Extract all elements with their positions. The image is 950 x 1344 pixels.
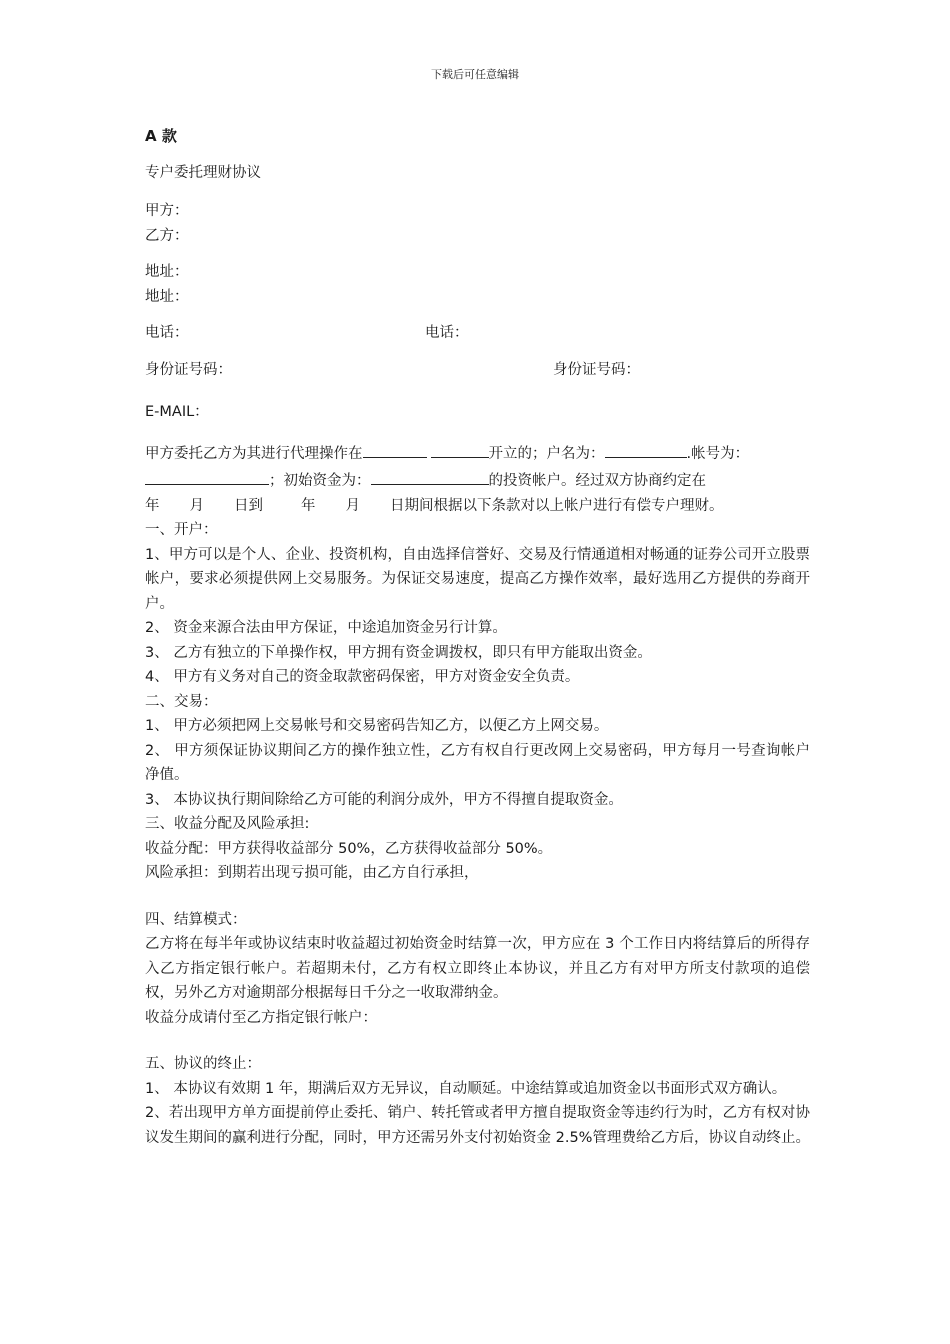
section-1-item-4: 4、 甲方有义务对自己的资金取款密码保密，甲方对资金安全负责。 <box>145 669 580 685</box>
branch-blank <box>431 439 489 458</box>
account-number-blank <box>145 466 269 485</box>
address-b-label: 地址： <box>145 288 189 305</box>
section-1-item-3: 3、 乙方有独立的下单操作权，甲方拥有资金调拨权，即只有甲方能取出资金。 <box>145 644 652 661</box>
address-a-label: 地址： <box>145 264 189 280</box>
section-4-item-2: 收益分成请付至乙方指定银行帐户： <box>145 1009 377 1026</box>
section-4-title: 四、结算模式： <box>145 911 247 928</box>
phone-row <box>145 321 810 346</box>
party-b-label: 乙方： <box>145 227 189 244</box>
agreement-body <box>145 124 810 1150</box>
section-5-item-1: 1、 本协议有效期 1 年，期满后双方无异议，自动顺延。中途结算或追加资金以书面形式双方确认。 <box>145 1080 787 1097</box>
phone-b-label: 电话： <box>425 325 469 341</box>
email-label: E-MAIL： <box>145 404 209 420</box>
section-3-title: 三、收益分配及风险承担: <box>145 816 310 832</box>
variant-label: A 款 <box>145 127 177 145</box>
section-1-item-1: 1、甲方可以是个人、企业、投资机构，自由选择信誉好、交易及行情通道相对畅通的证券公司开立股票帐户，要求必须提供网上交易服务。为保证交易速度，提高乙方操作效率，最好选用乙方提供的券商开户。 <box>145 546 810 612</box>
party-a-label: 甲方： <box>145 203 189 219</box>
download-note: 下载后可任意编辑 <box>431 68 519 81</box>
initial-capital-blank <box>371 466 489 485</box>
id-a-label: 身份证号码： <box>145 361 232 378</box>
section-1-title: 一、开户： <box>145 522 218 538</box>
section-2-item-1: 1、 甲方必须把网上交易帐号和交易密码告知乙方，以便乙方上网交易。 <box>145 718 609 734</box>
id-b-label: 身份证号码： <box>553 361 640 378</box>
account-name-blank <box>605 439 687 458</box>
broker-blank <box>363 439 427 458</box>
section-2-item-2: 2、 甲方须保证协议期间乙方的操作独立性，乙方有权自行更改网上交易密码，甲方每月一号查询帐户净值。 <box>145 742 810 783</box>
section-2-item-3: 3、 本协议执行期间除给乙方可能的利润分成外，甲方不得擅自提取资金。 <box>145 791 623 808</box>
section-5-title: 五、协议的终止： <box>145 1056 261 1072</box>
intro-line-3: 年 月 日到 年 月 日期间根据以下条款对以上帐户进行有偿专户理财。 <box>145 497 724 514</box>
intro-line-1: 甲方委托乙方为其进行代理操作在 开立的；户名为： .帐号为： <box>145 439 810 467</box>
section-2-title: 二、交易： <box>145 693 218 710</box>
section-1-item-2: 2、 资金来源合法由甲方保证，中途追加资金另行计算。 <box>145 620 507 636</box>
section-4-item-1: 乙方将在每半年或协议结束时收益超过初始资金时结算一次，甲方应在 3 个工作日内将结算后的所得存入乙方指定银行帐户。若超期未付，乙方有权立即终止本协议，并且乙方有对甲方所支付款项的追偿权，另外乙方对逾期部分根据每日千分之一收取滞纳金。 <box>145 936 810 1001</box>
risk-bearing: 风险承担：到期若出现亏损可能，由乙方自行承担， <box>145 865 479 881</box>
agreement-title: 专户委托理财协议 <box>145 164 261 181</box>
section-5-item-2: 2、若出现甲方单方面提前停止委托、销户、转托管或者甲方擅自提取资金等违约行为时，乙方有权对协议发生期间的赢利进行分配，同时，甲方还需另外支付初始资金 2.5%管理费给乙方后，协议自动终止。 <box>145 1105 810 1146</box>
id-row <box>145 358 810 383</box>
phone-a-label: 电话： <box>145 325 189 341</box>
profit-split: 收益分配：甲方获得收益部分 50%，乙方获得收益部分 50%。 <box>145 840 553 857</box>
intro-line-2: ；初始资金为： 的投资帐户。经过双方协商约定在 <box>145 466 810 494</box>
